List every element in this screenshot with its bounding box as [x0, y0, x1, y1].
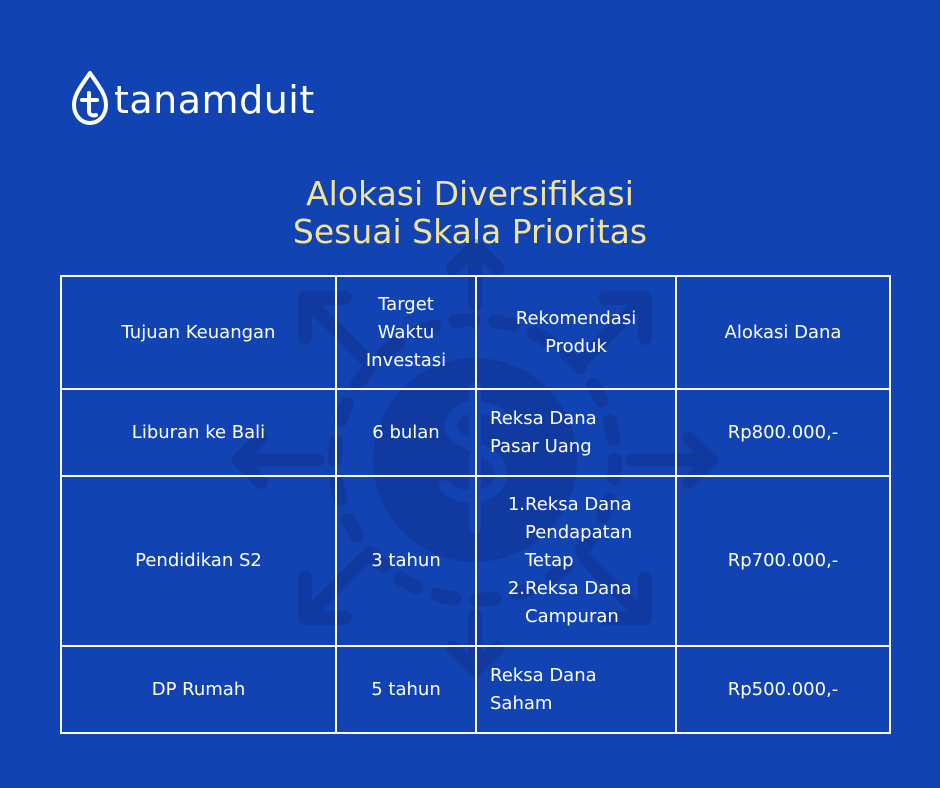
header-product: Rekomendasi Produk	[476, 276, 676, 389]
header-goal: Tujuan Keuangan	[61, 276, 336, 389]
cell-goal: Liburan ke Bali	[61, 389, 336, 476]
cell-goal: DP Rumah	[61, 646, 336, 733]
list-item	[491, 491, 655, 575]
list-number: 1.	[507, 494, 525, 515]
list-item	[491, 575, 655, 631]
header-target: Target Waktu Investasi	[336, 276, 476, 389]
cell-target: 5 tahun	[336, 646, 476, 733]
product-list	[491, 491, 655, 631]
cell-allocation: Rp700.000,-	[676, 476, 890, 646]
allocation-table	[60, 275, 891, 734]
cell-target: 6 bulan	[336, 389, 476, 476]
list-text: Reksa Dana Campuran	[525, 578, 632, 627]
cell-target: 3 tahun	[336, 476, 476, 646]
cell-product: Reksa Dana Saham	[476, 646, 676, 733]
cell-allocation: Rp800.000,-	[676, 389, 890, 476]
table-row	[61, 389, 890, 476]
title-line-2: Sesuai Skala Prioritas	[292, 212, 648, 251]
brand-name: tanamduit	[114, 78, 315, 122]
list-number: 2.	[507, 578, 525, 599]
cell-allocation: Rp500.000,-	[676, 646, 890, 733]
list-text: Reksa Dana Pendapatan Tetap	[525, 494, 633, 571]
header-allocation: Alokasi Dana	[676, 276, 890, 389]
table-row	[61, 646, 890, 733]
table-header-row	[61, 276, 890, 389]
cell-product	[476, 476, 676, 646]
table-row	[61, 476, 890, 646]
cell-product: Reksa Dana Pasar Uang	[476, 389, 676, 476]
title-line-1: Alokasi Diversifikasi	[306, 174, 634, 213]
cell-goal: Pendidikan S2	[61, 476, 336, 646]
drop-t-icon	[70, 69, 110, 127]
brand-logo	[70, 68, 315, 128]
